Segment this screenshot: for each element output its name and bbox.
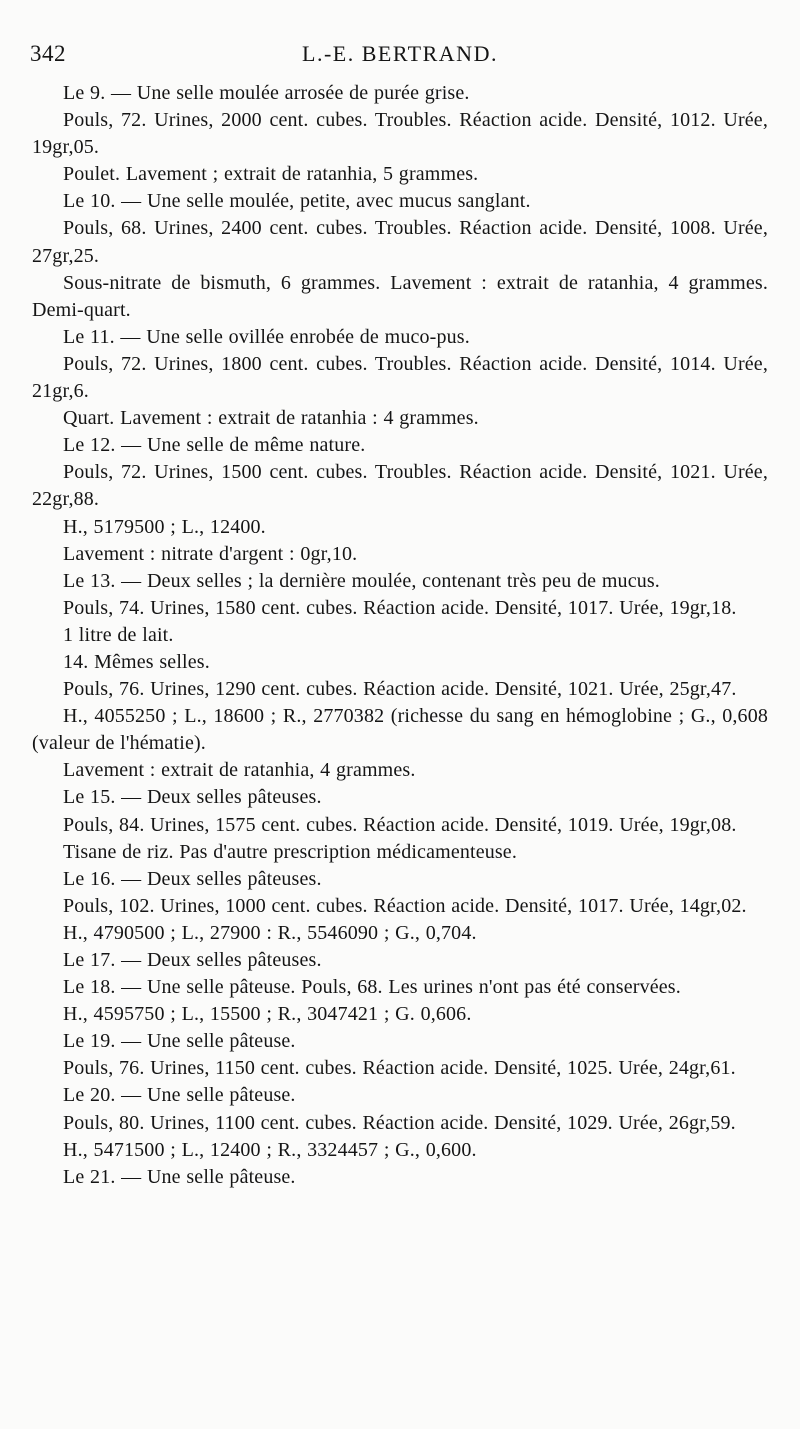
paragraph-7: Le 11. — Une selle ovillée enrobée de muco-pus. (63, 325, 470, 348)
paragraph-2: Pouls, 72. Urines, 2000 cent. cubes. Troubles. Réaction acide. Densité, 1012. Urée, 19gr,05. (32, 109, 768, 159)
paragraph-12: H., 5179500 ; L., 12400. (63, 515, 266, 538)
body-text (32, 80, 768, 1191)
paragraph-1: Le 9. — Une selle moulée arrosée de purée grise. (63, 82, 470, 104)
paragraph-13: Lavement : nitrate d'argent : 0gr,10. (63, 542, 358, 565)
paragraph-18: Pouls, 76. Urines, 1290 cent. cubes. Réaction acide. Densité, 1021. Urée, 25gr,47. (63, 678, 737, 701)
page-number: 342 (30, 41, 66, 66)
paragraph-27: Le 17. — Deux selles pâteuses. (63, 949, 322, 971)
paragraph-33: Pouls, 80. Urines, 1100 cent. cubes. Réaction acide. Densité, 1029. Urée, 26gr,59. (63, 1111, 736, 1134)
paragraph-8: Pouls, 72. Urines, 1800 cent. cubes. Troubles. Réaction acide. Densité, 1014. Urée, 21gr,6. (32, 352, 768, 403)
paragraph-11: Pouls, 72. Urines, 1500 cent. cubes. Troubles. Réaction acide. Densité, 1021. Urée, 22gr,88. (32, 461, 768, 511)
paragraph-26: H., 4790500 ; L., 27900 : R., 5546090 ; G., 0,704. (63, 921, 477, 944)
paragraph-29: H., 4595750 ; L., 15500 ; R., 3047421 ; G. 0,606. (63, 1003, 472, 1026)
paragraph-10: Le 12. — Une selle de même nature. (63, 434, 366, 457)
paragraph-31: Pouls, 76. Urines, 1150 cent. cubes. Réaction acide. Densité, 1025. Urée, 24gr,61. (63, 1057, 736, 1080)
paragraph-9: Quart. Lavement : extrait de ratanhia : 4 grammes. (63, 407, 479, 430)
paragraph-15: Pouls, 74. Urines, 1580 cent. cubes. Réaction acide. Densité, 1017. Urée, 19gr,18. (63, 596, 737, 619)
paragraph-19: H., 4055250 ; L., 18600 ; R., 2770382 (richesse du sang en hémoglobine ; G., 0,608 (valeur de l'hématie). (32, 705, 768, 755)
paragraph-24: Le 16. — Deux selles pâteuses. (63, 867, 322, 890)
paragraph-6: Sous-nitrate de bismuth, 6 grammes. Lavement : extrait de ratanhia, 4 grammes. Demi-quart. (32, 271, 768, 321)
paragraph-32: Le 20. — Une selle pâteuse. (63, 1084, 296, 1107)
paragraph-22: Pouls, 84. Urines, 1575 cent. cubes. Réaction acide. Densité, 1019. Urée, 19gr,08. (63, 813, 737, 836)
paragraph-28: Le 18. — Une selle pâteuse. Pouls, 68. Les urines n'ont pas été conservées. (63, 976, 681, 999)
paragraph-3: Poulet. Lavement ; extrait de ratanhia, 5 grammes. (63, 163, 479, 186)
paragraph-17: 14. Mêmes selles. (63, 650, 210, 673)
paragraph-35: Le 21. — Une selle pâteuse. (63, 1165, 296, 1188)
paragraph-30: Le 19. — Une selle pâteuse. (63, 1030, 296, 1053)
page-header (30, 40, 770, 76)
paragraph-34: H., 5471500 ; L., 12400 ; R., 3324457 ; G., 0,600. (63, 1138, 477, 1161)
paragraph-14: Le 13. — Deux selles ; la dernière moulée, contenant très peu de mucus. (63, 569, 660, 592)
paragraph-20: Lavement : extrait de ratanhia, 4 grammes. (63, 759, 416, 782)
paragraph-21: Le 15. — Deux selles pâteuses. (63, 786, 322, 809)
paragraph-4: Le 10. — Une selle moulée, petite, avec mucus sanglant. (63, 190, 531, 213)
paragraph-5: Pouls, 68. Urines, 2400 cent. cubes. Troubles. Réaction acide. Densité, 1008. Urée, 27gr,25. (32, 217, 768, 267)
paragraph-16: 1 litre de lait. (63, 623, 174, 646)
paragraph-23: Tisane de riz. Pas d'autre prescription médicamenteuse. (63, 840, 517, 863)
paragraph-25: Pouls, 102. Urines, 1000 cent. cubes. Réaction acide. Densité, 1017. Urée, 14gr,02. (63, 894, 747, 917)
running-title: L.-E. BERTRAND. (302, 41, 498, 66)
